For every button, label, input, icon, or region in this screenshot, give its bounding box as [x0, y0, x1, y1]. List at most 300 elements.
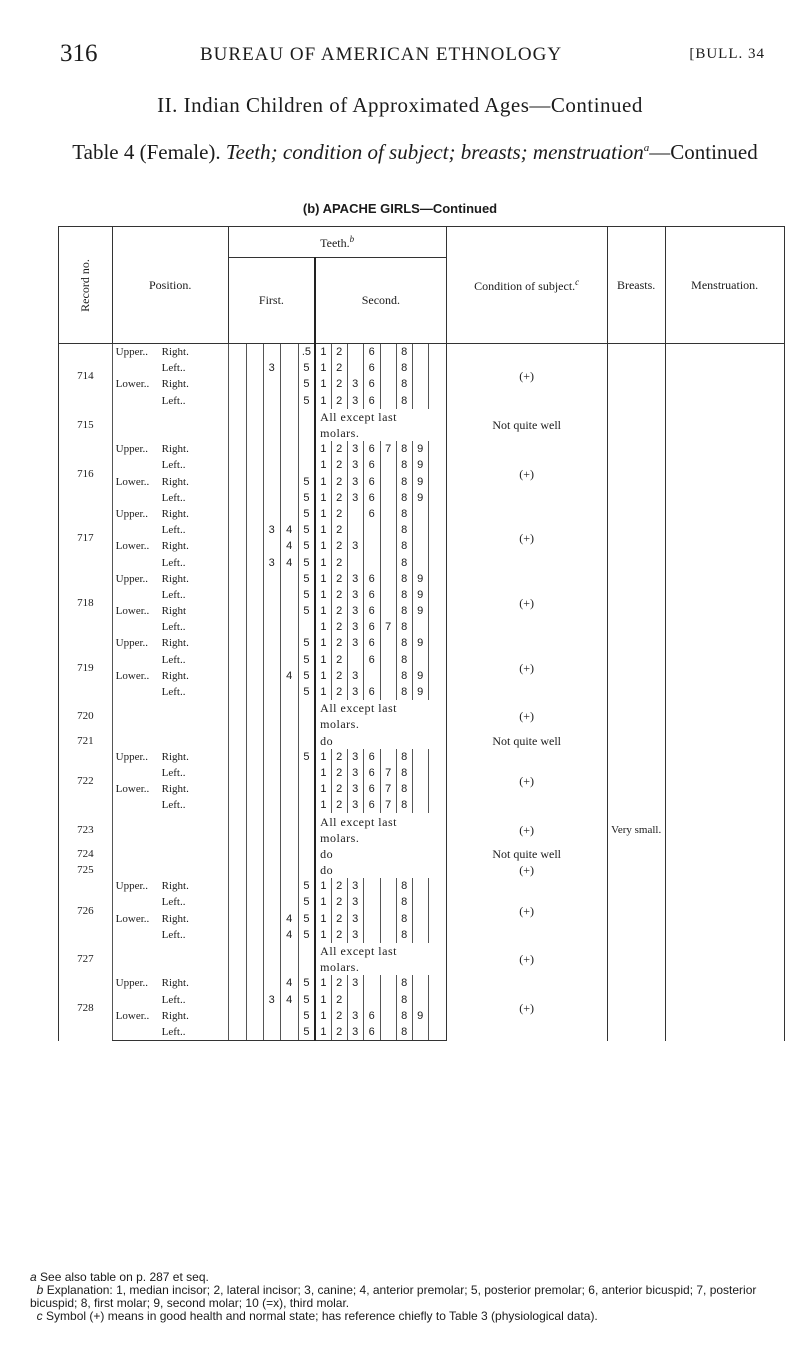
first-tooth-cell: [280, 619, 298, 635]
second-tooth-cell: [380, 522, 396, 538]
breasts-cell: Very small.: [607, 813, 665, 845]
first-tooth-cell: [246, 749, 263, 765]
first-tooth-cell: [246, 781, 263, 797]
second-tooth-cell: 8: [396, 360, 412, 376]
record-number: 724: [59, 846, 113, 862]
position-cell: [112, 975, 228, 991]
second-tooth-cell: [428, 538, 446, 554]
breasts-cell: [607, 846, 665, 862]
second-tooth-cell: 6: [363, 506, 380, 522]
first-tooth-cell: [280, 360, 298, 376]
second-tooth-cell: 8: [396, 506, 412, 522]
second-tooth-cell: [347, 360, 363, 376]
position-cell: [112, 700, 228, 732]
first-tooth-cell: [246, 571, 263, 587]
side-label: Right.: [161, 880, 189, 893]
second-tooth-cell: 3: [347, 749, 363, 765]
second-tooth-cell: 7: [380, 797, 396, 813]
second-tooth-cell: [428, 571, 446, 587]
record-number: 723: [59, 813, 113, 845]
footnotes: [30, 1271, 770, 1323]
second-tooth-cell: 3: [347, 376, 363, 392]
menstruation-cell: [665, 813, 784, 845]
jaw-label: Lower..: [115, 378, 150, 391]
second-tooth-cell: [428, 911, 446, 927]
second-tooth-cell: 1: [315, 571, 331, 587]
jaw-label: Upper..: [115, 507, 149, 520]
second-tooth-cell: 8: [396, 538, 412, 554]
breasts-cell: [607, 749, 665, 814]
condition-cell: (+): [446, 635, 607, 700]
first-tooth-cell: [280, 457, 298, 473]
second-tooth-cell: 1: [315, 668, 331, 684]
second-tooth-cell: 2: [331, 781, 347, 797]
breasts-cell: [607, 733, 665, 749]
first-tooth-cell: 5: [298, 360, 315, 376]
condition-cell: (+): [446, 441, 607, 506]
first-tooth-cell: [228, 393, 246, 409]
second-tooth-cell: [363, 975, 380, 991]
second-tooth-cell: [380, 360, 396, 376]
position-cell: [112, 813, 228, 845]
first-tooth-cell: 5: [298, 587, 315, 603]
first-tooth-cell: 5: [298, 684, 315, 700]
second-tooth-cell: 1: [315, 474, 331, 490]
first-tooth-cell: [280, 781, 298, 797]
side-label: Right.: [161, 378, 189, 391]
second-tooth-cell: [428, 457, 446, 473]
second-tooth-cell: [428, 992, 446, 1008]
second-tooth-cell: 6: [363, 797, 380, 813]
first-tooth-cell: [280, 409, 298, 441]
condition-cell: (+): [446, 700, 607, 732]
first-tooth-cell: [280, 652, 298, 668]
first-tooth-cell: [228, 1008, 246, 1024]
second-tooth-cell: [412, 554, 428, 570]
second-tooth-cell: 2: [331, 797, 347, 813]
second-tooth-cell: 9: [412, 1008, 428, 1024]
second-tooth-cell: 3: [347, 797, 363, 813]
second-tooth-cell: 6: [363, 457, 380, 473]
second-tooth-cell: 9: [412, 490, 428, 506]
second-tooth-cell: 2: [331, 878, 347, 894]
second-tooth-cell: 2: [331, 635, 347, 651]
second-tooth-cell: [380, 1024, 396, 1041]
second-tooth-cell: 2: [331, 360, 347, 376]
table-title-prefix: Table 4 (Female).: [72, 140, 221, 164]
first-tooth-cell: [228, 554, 246, 570]
first-tooth-cell: 5: [298, 749, 315, 765]
first-tooth-cell: [246, 554, 263, 570]
position-cell: [112, 344, 228, 361]
second-tooth-cell: 1: [315, 457, 331, 473]
first-tooth-cell: [263, 749, 280, 765]
first-tooth-cell: [280, 635, 298, 651]
second-tooth-cell: 1: [315, 619, 331, 635]
first-tooth-cell: [280, 878, 298, 894]
second-tooth-cell: 6: [363, 635, 380, 651]
first-tooth-cell: [298, 797, 315, 813]
position-cell: [112, 733, 228, 749]
second-tooth-cell: [428, 393, 446, 409]
second-teeth-note: molars.: [315, 425, 446, 441]
position-cell: [112, 506, 228, 522]
second-tooth-cell: 1: [315, 797, 331, 813]
second-tooth-cell: 8: [396, 571, 412, 587]
second-tooth-cell: 1: [315, 522, 331, 538]
side-label: Right: [161, 605, 187, 618]
first-tooth-cell: [228, 344, 246, 361]
first-tooth-cell: [228, 635, 246, 651]
side-label: Right.: [161, 912, 189, 925]
position-cell: [112, 1008, 228, 1024]
second-tooth-cell: 1: [315, 490, 331, 506]
second-tooth-cell: [428, 441, 446, 457]
breasts-cell: [607, 571, 665, 636]
first-tooth-cell: 4: [280, 927, 298, 943]
first-tooth-cell: [263, 571, 280, 587]
second-tooth-cell: [428, 1008, 446, 1024]
position-cell: [112, 749, 228, 765]
second-tooth-cell: [428, 360, 446, 376]
second-tooth-cell: 7: [380, 619, 396, 635]
first-tooth-cell: [246, 927, 263, 943]
footnote-c: c Symbol (+) means in good health and normal state; has reference chiefly to Table 3 (physiological data).: [36, 1309, 598, 1323]
first-tooth-cell: [263, 765, 280, 781]
condition-cell: (+): [446, 506, 607, 571]
second-tooth-cell: 1: [315, 360, 331, 376]
first-tooth-cell: 3: [263, 522, 280, 538]
jaw-label: Upper..: [115, 443, 149, 456]
second-tooth-cell: [380, 911, 396, 927]
second-tooth-cell: [347, 344, 363, 361]
first-tooth-cell: [280, 813, 298, 845]
second-tooth-cell: 3: [347, 975, 363, 991]
second-tooth-cell: 6: [363, 1008, 380, 1024]
second-tooth-cell: [428, 344, 446, 361]
menstruation-cell: [665, 749, 784, 814]
first-tooth-cell: [228, 506, 246, 522]
first-tooth-cell: [246, 813, 263, 845]
header-condition: Condition of subject.$^c$: [446, 227, 607, 344]
record-number: 726: [59, 878, 113, 943]
jaw-label: Lower..: [115, 912, 150, 925]
first-tooth-cell: [263, 619, 280, 635]
position-cell: [112, 894, 228, 910]
second-tooth-cell: [428, 474, 446, 490]
table-title-suffix: —Continued: [649, 140, 758, 164]
menstruation-cell: [665, 846, 784, 862]
second-tooth-cell: 1: [315, 652, 331, 668]
first-tooth-cell: [298, 457, 315, 473]
second-tooth-cell: [428, 652, 446, 668]
first-tooth-cell: [280, 490, 298, 506]
first-tooth-cell: [263, 1024, 280, 1041]
second-tooth-cell: [363, 522, 380, 538]
second-tooth-cell: 1: [315, 1024, 331, 1041]
first-tooth-cell: [280, 587, 298, 603]
first-tooth-cell: 5: [298, 376, 315, 392]
first-tooth-cell: [246, 797, 263, 813]
first-tooth-cell: [280, 684, 298, 700]
first-tooth-cell: [263, 700, 280, 732]
first-tooth-cell: [246, 862, 263, 878]
position-cell: [112, 635, 228, 651]
first-tooth-cell: [228, 765, 246, 781]
second-tooth-cell: 8: [396, 1008, 412, 1024]
second-tooth-cell: [412, 878, 428, 894]
second-tooth-cell: [412, 765, 428, 781]
running-head: [60, 40, 765, 70]
second-tooth-cell: [428, 765, 446, 781]
second-tooth-cell: 3: [347, 927, 363, 943]
second-tooth-cell: 8: [396, 1024, 412, 1041]
second-tooth-cell: 3: [347, 538, 363, 554]
second-tooth-cell: 8: [396, 603, 412, 619]
second-tooth-cell: [428, 668, 446, 684]
first-tooth-cell: [246, 765, 263, 781]
position-cell: [112, 554, 228, 570]
second-teeth-note: All except last: [315, 409, 446, 425]
first-tooth-cell: [263, 894, 280, 910]
menstruation-cell: [665, 441, 784, 506]
second-tooth-cell: 3: [347, 619, 363, 635]
side-label: Right.: [161, 669, 189, 682]
first-tooth-cell: [228, 684, 246, 700]
menstruation-cell: [665, 571, 784, 636]
second-tooth-cell: [428, 603, 446, 619]
second-tooth-cell: [363, 911, 380, 927]
position-cell: [112, 765, 228, 781]
second-tooth-cell: 8: [396, 797, 412, 813]
second-tooth-cell: [412, 619, 428, 635]
second-tooth-cell: 1: [315, 538, 331, 554]
first-tooth-cell: [280, 1024, 298, 1041]
first-tooth-cell: 4: [280, 668, 298, 684]
first-tooth-cell: [280, 700, 298, 732]
menstruation-cell: [665, 344, 784, 409]
second-tooth-cell: [412, 749, 428, 765]
jaw-label: Upper..: [115, 637, 149, 650]
second-tooth-cell: 8: [396, 635, 412, 651]
position-cell: [112, 927, 228, 943]
second-tooth-cell: 8: [396, 393, 412, 409]
record-number: 718: [59, 571, 113, 636]
second-tooth-cell: 2: [331, 457, 347, 473]
first-tooth-cell: [263, 376, 280, 392]
second-tooth-cell: [428, 587, 446, 603]
second-tooth-cell: [380, 927, 396, 943]
second-tooth-cell: 2: [331, 538, 347, 554]
position-cell: [112, 911, 228, 927]
second-tooth-cell: 8: [396, 344, 412, 361]
second-tooth-cell: [380, 635, 396, 651]
second-tooth-cell: 2: [331, 344, 347, 361]
second-tooth-cell: 8: [396, 376, 412, 392]
record-number: 719: [59, 635, 113, 700]
position-cell: [112, 603, 228, 619]
side-label: Right.: [161, 475, 189, 488]
header-record-no: Record no.: [59, 227, 113, 344]
second-tooth-cell: 9: [412, 441, 428, 457]
first-tooth-cell: [298, 846, 315, 862]
side-label: Right.: [161, 572, 189, 585]
second-tooth-cell: 1: [315, 911, 331, 927]
second-tooth-cell: [347, 522, 363, 538]
record-number: 717: [59, 506, 113, 571]
second-tooth-cell: 8: [396, 765, 412, 781]
menstruation-cell: [665, 733, 784, 749]
second-tooth-cell: [380, 684, 396, 700]
table-row: [59, 975, 785, 991]
first-tooth-cell: [263, 846, 280, 862]
first-tooth-cell: 5: [298, 474, 315, 490]
second-tooth-cell: 3: [347, 668, 363, 684]
second-tooth-cell: 6: [363, 619, 380, 635]
record-number: 722: [59, 749, 113, 814]
position-cell: [112, 684, 228, 700]
header-breasts: Breasts.: [607, 227, 665, 344]
jaw-label: Lower..: [115, 540, 150, 553]
record-number: 720: [59, 700, 113, 732]
first-tooth-cell: [263, 668, 280, 684]
second-tooth-cell: [428, 878, 446, 894]
breasts-cell: [607, 441, 665, 506]
position-cell: [112, 538, 228, 554]
second-tooth-cell: [412, 911, 428, 927]
second-tooth-cell: [380, 474, 396, 490]
second-tooth-cell: 3: [347, 1024, 363, 1041]
first-tooth-cell: [246, 668, 263, 684]
position-cell: [112, 846, 228, 862]
second-tooth-cell: 3: [347, 635, 363, 651]
side-label: Left..: [161, 1025, 186, 1038]
second-teeth-note: molars.: [315, 830, 446, 846]
second-tooth-cell: 1: [315, 992, 331, 1008]
second-tooth-cell: [380, 554, 396, 570]
second-tooth-cell: 6: [363, 441, 380, 457]
position-cell: [112, 571, 228, 587]
breasts-cell: [607, 344, 665, 409]
first-tooth-cell: [280, 393, 298, 409]
second-tooth-cell: [428, 490, 446, 506]
second-tooth-cell: 3: [347, 781, 363, 797]
second-tooth-cell: 3: [347, 765, 363, 781]
second-tooth-cell: 6: [363, 376, 380, 392]
jaw-label: Upper..: [115, 977, 149, 990]
second-tooth-cell: 2: [331, 927, 347, 943]
first-tooth-cell: [228, 975, 246, 991]
first-tooth-cell: [228, 878, 246, 894]
menstruation-cell: [665, 943, 784, 975]
first-tooth-cell: [263, 797, 280, 813]
first-tooth-cell: [263, 733, 280, 749]
second-tooth-cell: 1: [315, 927, 331, 943]
second-tooth-cell: 3: [347, 684, 363, 700]
first-tooth-cell: [298, 943, 315, 975]
table-row: [59, 749, 785, 765]
second-tooth-cell: 1: [315, 393, 331, 409]
second-tooth-cell: [428, 894, 446, 910]
first-tooth-cell: [228, 862, 246, 878]
side-label: Left..: [161, 459, 186, 472]
second-tooth-cell: 8: [396, 975, 412, 991]
side-label: Right.: [161, 346, 189, 359]
second-tooth-cell: [412, 894, 428, 910]
position-cell: [112, 992, 228, 1008]
first-tooth-cell: 5: [298, 1008, 315, 1024]
position-cell: [112, 1024, 228, 1041]
first-tooth-cell: [228, 603, 246, 619]
second-tooth-cell: 1: [315, 1008, 331, 1024]
first-tooth-cell: [228, 668, 246, 684]
second-tooth-cell: 6: [363, 490, 380, 506]
second-tooth-cell: [380, 652, 396, 668]
first-tooth-cell: [263, 975, 280, 991]
menstruation-cell: [665, 506, 784, 571]
first-tooth-cell: 5: [298, 1024, 315, 1041]
menstruation-cell: [665, 975, 784, 1040]
first-tooth-cell: [280, 797, 298, 813]
second-tooth-cell: 1: [315, 975, 331, 991]
first-tooth-cell: [263, 587, 280, 603]
first-tooth-cell: [263, 490, 280, 506]
second-tooth-cell: 2: [331, 1024, 347, 1041]
side-label: Right.: [161, 783, 189, 796]
second-tooth-cell: 8: [396, 927, 412, 943]
first-tooth-cell: [228, 927, 246, 943]
table-row: [59, 441, 785, 457]
second-teeth-note: All except last: [315, 700, 446, 716]
second-tooth-cell: [428, 635, 446, 651]
first-tooth-cell: [246, 603, 263, 619]
first-tooth-cell: 3: [263, 554, 280, 570]
second-tooth-cell: 8: [396, 457, 412, 473]
first-tooth-cell: [263, 684, 280, 700]
first-tooth-cell: [246, 441, 263, 457]
first-tooth-cell: 4: [280, 992, 298, 1008]
second-tooth-cell: 6: [363, 652, 380, 668]
first-tooth-cell: [246, 360, 263, 376]
position-cell: [112, 862, 228, 878]
second-tooth-cell: [380, 1008, 396, 1024]
side-label: Left..: [161, 394, 186, 407]
second-tooth-cell: [412, 506, 428, 522]
second-tooth-cell: 8: [396, 684, 412, 700]
side-label: Left..: [161, 362, 186, 375]
first-tooth-cell: [246, 846, 263, 862]
second-tooth-cell: [428, 619, 446, 635]
first-tooth-cell: [228, 652, 246, 668]
second-tooth-cell: [380, 975, 396, 991]
second-tooth-cell: [380, 603, 396, 619]
record-number: 716: [59, 441, 113, 506]
first-tooth-cell: 5: [298, 490, 315, 506]
first-tooth-cell: [246, 700, 263, 732]
first-tooth-cell: 5: [298, 635, 315, 651]
first-tooth-cell: [246, 992, 263, 1008]
side-label: Left..: [161, 588, 186, 601]
first-tooth-cell: [280, 765, 298, 781]
second-tooth-cell: 2: [331, 1008, 347, 1024]
jaw-label: Lower..: [115, 783, 150, 796]
second-tooth-cell: [412, 376, 428, 392]
first-tooth-cell: [263, 1008, 280, 1024]
second-tooth-cell: 1: [315, 603, 331, 619]
condition-cell: Not quite well: [446, 846, 607, 862]
breasts-cell: [607, 878, 665, 943]
first-tooth-cell: [228, 943, 246, 975]
